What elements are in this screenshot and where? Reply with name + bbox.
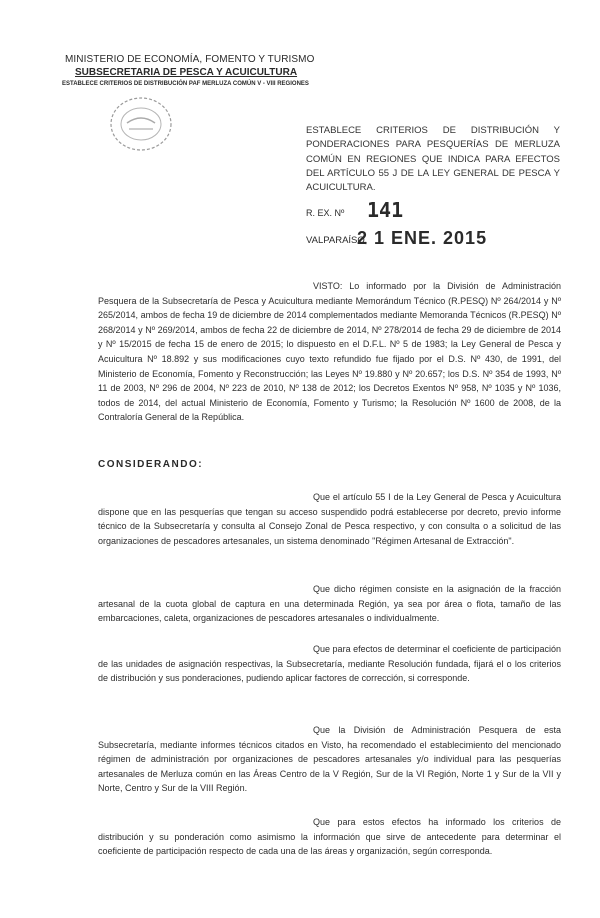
considerando-paragraph-3: Que para efectos de determinar el coeficiente de participación de las unidades de asignación respectivas, la Subsecretaría, mediante Resolución fundada, fijará el o los criterios de distribución y sus ponderaciones, pudiendo aplicar factores de corrección, si corresponde. bbox=[98, 644, 561, 684]
resolution-label: R. EX. Nº bbox=[306, 208, 345, 218]
resolution-date: 2 1 ENE. 2015 bbox=[357, 228, 488, 248]
considerando-paragraph-2: Que dicho régimen consiste en la asignación de la fracción artesanal de la cuota global de captura en una determinada Región, ya sea por área o flota, tamaño de las embarcaciones, caleta, organizaciones de pescadores artesanales o individualmente. bbox=[98, 584, 561, 624]
visto-paragraph: VISTO: Lo informado por la División de Administración Pesquera de la Subsecretaría de Pesca y Acuicultura mediante Memorándum Técnico (R.PESQ) Nº 264/2014 y Nº 265/2014, ambos de fecha 19 de diciembre de 2014 complementados mediante Memoranda Técnicos (R.PESQ) Nº 268/2014 y Nº 269/2014, ambos de fecha 22 de diciembre de 2014, Nº 278/2014 de fecha 29 de diciembre de 2014 y Nº 15/2015 de fecha 15 de enero de 2015; lo dispuesto en el D.F.L. Nº 5 de 1983; la Ley General de Pesca y Acuicultura Nº 18.892 y sus modificaciones cuyo texto refundido fue fijado por el D.S. Nº 430, de 1991, del Ministerio de Economía, Fomento y Reconstrucción; las Leyes Nº 19.880 y Nº 20.657; los D.S. Nº 354 de 1993, Nº 11 de 2003, Nº 296 de 2004, Nº 223 de 2010, Nº 138 de 2012; los Decretos Exentos Nº 958, Nº 1035 y Nº 1036, todos de 2014, del actual Ministerio de Economía, Fomento y Turismo; la Resolución Nº 1600 de 2008, de la Contraloría General de la República. bbox=[98, 281, 561, 423]
considerando-heading: CONSIDERANDO: bbox=[98, 459, 204, 470]
considerando-paragraph-1: Que el artículo 55 I de la Ley General de Pesca y Acuicultura dispone que en las pesquerías que tengan su acceso suspendido podrá establecerse por decreto, previo informe técnico de la Subsecretaría y consulta al Consejo Zonal de Pesca respectivo, y con consulta o a solicitud de las organizaciones de pescadores artesanales, un sistema denominado "Régimen Artesanal de Extracción". bbox=[98, 492, 561, 546]
ministry-name: MINISTERIO DE ECONOMÍA, FOMENTO Y TURISMO bbox=[65, 54, 315, 65]
considerando-paragraph-5: Que para estos efectos ha informado los criterios de distribución y su ponderación como asimismo la información que sirve de antecedente para determinar el coeficiente de participación respecto de cada una de las áreas y organización, según corresponda. bbox=[98, 817, 561, 857]
resolution-place: VALPARAÍSO, bbox=[306, 235, 368, 246]
considerando-paragraph-4: Que la División de Administración Pesquera de esta Subsecretaría, mediante informes técnicos citados en Visto, ha recomendado el establecimiento del mencionado régimen de administración por organizaciones de pescadores artesanales y/o individual para las pesquerías artesanales de Merluza común en las Áreas Centro de la V Región, Sur de la VI Región, Norte 1 y Sur de la VII y Norte, Centro y Sur de la VIII Región. bbox=[98, 725, 561, 794]
official-stamp bbox=[105, 93, 177, 155]
subsecretaria-name: SUBSECRETARIA DE PESCA Y ACUICULTURA bbox=[75, 67, 298, 78]
resolution-summary: ESTABLECE CRITERIOS DE DISTRIBUCIÓN Y PONDERACIONES PARA PESQUERÍAS DE MERLUZA COMÚN EN REGIONES QUE INDICA PARA EFECTOS DEL ARTÍCULO 55 J DE LA LEY GENERAL DE PESCA Y ACUICULTURA. bbox=[306, 125, 560, 194]
resolution-number: 141 bbox=[367, 198, 404, 222]
subject-line: ESTABLECE CRITERIOS DE DISTRIBUCIÓN PAF MERLUZA COMÚN V - VIII REGIONES bbox=[62, 81, 309, 87]
